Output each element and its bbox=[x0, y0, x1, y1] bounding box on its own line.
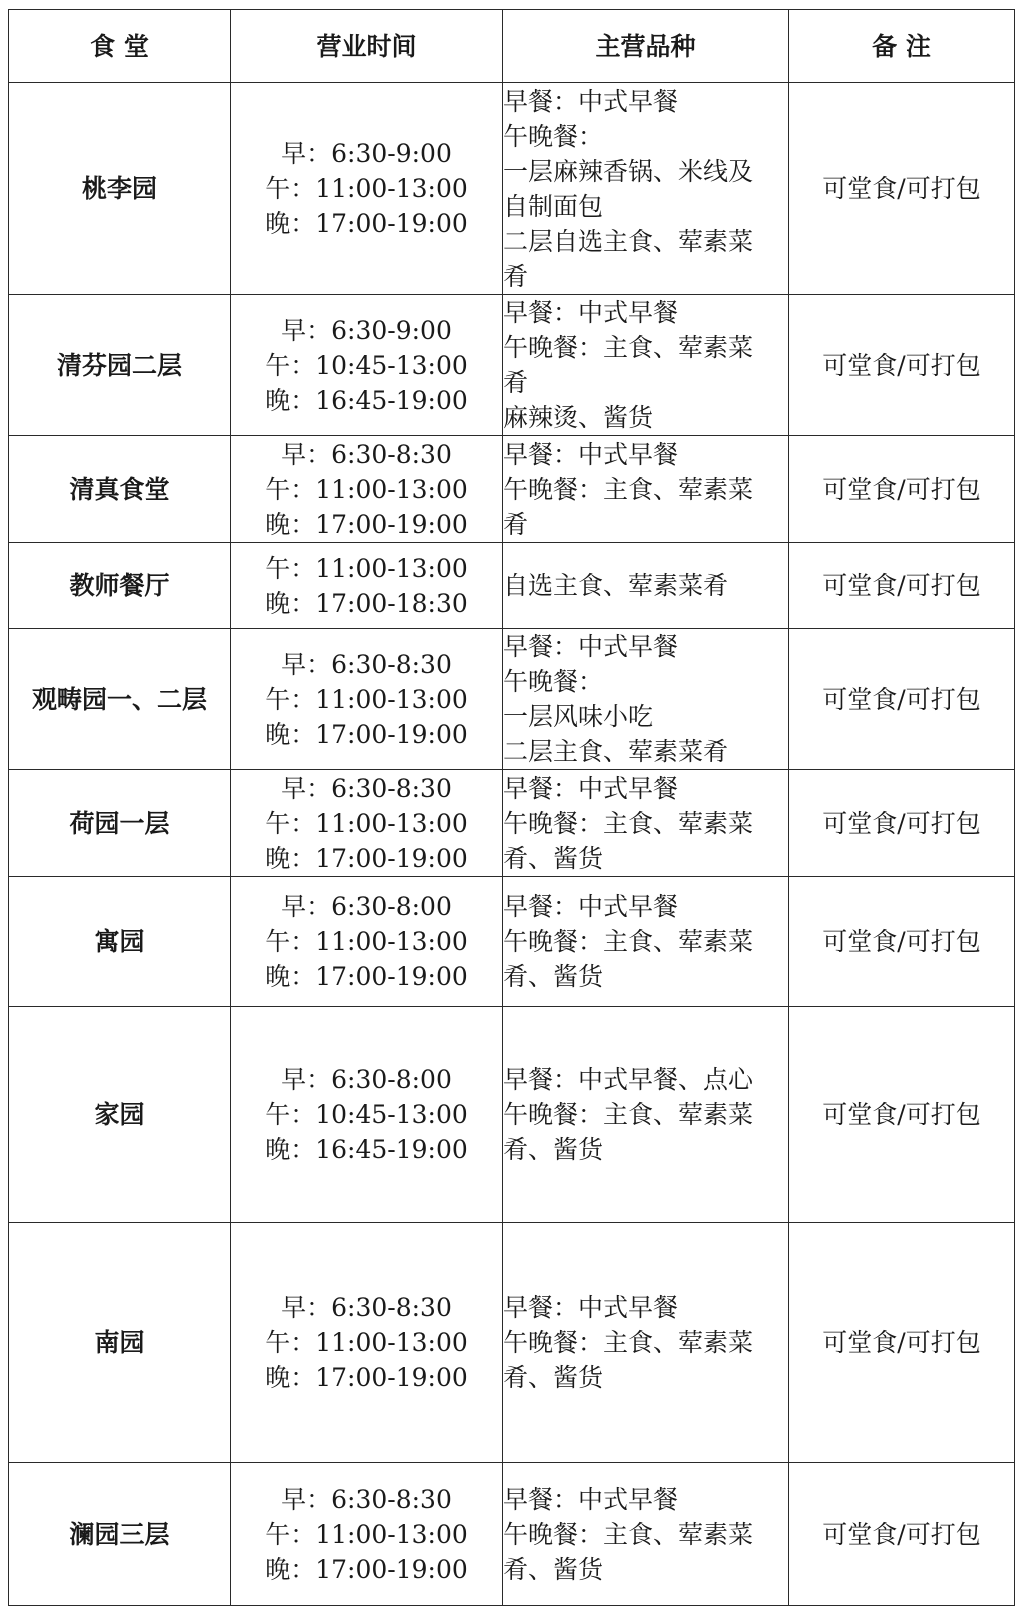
table-row bbox=[9, 877, 1015, 1007]
canteen-name: 南园 bbox=[9, 1223, 231, 1463]
items-line: 早餐：中式早餐 bbox=[503, 1293, 679, 1322]
main-items bbox=[503, 1007, 789, 1223]
items-line: 二层自选主食、荤素菜 bbox=[503, 226, 754, 256]
items-line: 午晚餐：主食、荤素菜 bbox=[503, 1100, 754, 1129]
items-line: 一层麻辣香锅、米线及 bbox=[503, 156, 754, 186]
header-canteen: 食 堂 bbox=[9, 10, 231, 83]
main-items bbox=[503, 295, 789, 436]
hours-line: 午：11:00-13:00 bbox=[265, 1519, 468, 1549]
hours-line: 早：6:30-9:00 bbox=[281, 139, 452, 168]
canteen-name: 家园 bbox=[9, 1007, 231, 1223]
items-line: 一层风味小吃 bbox=[503, 702, 654, 731]
hours-line: 午：10:45-13:00 bbox=[265, 350, 468, 380]
service-note: 可堂食/可打包 bbox=[789, 295, 1015, 436]
header-note: 备 注 bbox=[789, 10, 1015, 83]
hours-line: 早：6:30-8:00 bbox=[281, 1065, 452, 1094]
items-line: 肴、酱货 bbox=[503, 1135, 604, 1164]
main-items bbox=[503, 543, 789, 629]
hours-line: 早：6:30-8:30 bbox=[281, 439, 452, 469]
hours-line: 午：10:45-13:00 bbox=[265, 1100, 468, 1129]
canteen-name: 清真食堂 bbox=[9, 436, 231, 543]
items-line: 肴 bbox=[503, 261, 529, 291]
canteen-name: 澜园三层 bbox=[9, 1463, 231, 1606]
opening-hours bbox=[231, 295, 503, 436]
service-note: 可堂食/可打包 bbox=[789, 543, 1015, 629]
hours-line: 晚：17:00-19:00 bbox=[265, 509, 468, 539]
hours-line: 晚：17:00-19:00 bbox=[265, 962, 468, 991]
opening-hours bbox=[231, 770, 503, 877]
service-note: 可堂食/可打包 bbox=[789, 1007, 1015, 1223]
main-items bbox=[503, 770, 789, 877]
hours-line: 早：6:30-9:00 bbox=[281, 315, 452, 345]
hours-line: 午：11:00-13:00 bbox=[265, 684, 468, 714]
hours-line: 早：6:30-8:30 bbox=[281, 1484, 452, 1514]
opening-hours bbox=[231, 1463, 503, 1606]
opening-hours bbox=[231, 1223, 503, 1463]
table-row bbox=[9, 83, 1015, 295]
hours-line: 晚：16:45-19:00 bbox=[265, 1135, 468, 1164]
items-line: 午晚餐：主食、荤素菜 bbox=[503, 927, 754, 956]
canteen-name: 教师餐厅 bbox=[9, 543, 231, 629]
table-row bbox=[9, 770, 1015, 877]
items-line: 早餐：中式早餐 bbox=[503, 1484, 679, 1514]
items-line: 肴 bbox=[503, 509, 529, 539]
hours-line: 早：6:30-8:00 bbox=[281, 892, 452, 921]
items-line: 早餐：中式早餐 bbox=[503, 86, 679, 116]
hours-line: 晚：17:00-18:30 bbox=[265, 588, 468, 618]
canteen-name: 桃李园 bbox=[9, 83, 231, 295]
header-hours: 营业时间 bbox=[231, 10, 503, 83]
items-line: 早餐：中式早餐 bbox=[503, 632, 679, 661]
items-line: 二层主食、荤素菜肴 bbox=[503, 737, 729, 766]
hours-line: 晚：17:00-19:00 bbox=[265, 843, 468, 873]
items-line: 肴、酱货 bbox=[503, 962, 604, 991]
opening-hours bbox=[231, 543, 503, 629]
table-row bbox=[9, 1223, 1015, 1463]
service-note: 可堂食/可打包 bbox=[789, 1463, 1015, 1606]
main-items bbox=[503, 83, 789, 295]
table-row bbox=[9, 543, 1015, 629]
items-line: 午晚餐： bbox=[503, 667, 604, 696]
items-line: 午晚餐：主食、荤素菜 bbox=[503, 333, 754, 362]
items-line: 肴、酱货 bbox=[503, 843, 604, 873]
main-items bbox=[503, 629, 789, 770]
items-line: 自选主食、荤素菜肴 bbox=[503, 571, 729, 600]
hours-line: 午：11:00-13:00 bbox=[265, 174, 468, 203]
opening-hours bbox=[231, 1007, 503, 1223]
items-line: 早餐：中式早餐、点心 bbox=[503, 1065, 754, 1094]
items-line: 肴、酱货 bbox=[503, 1554, 604, 1584]
items-line: 自制面包 bbox=[503, 191, 604, 221]
table-row bbox=[9, 436, 1015, 543]
hours-line: 午：11:00-13:00 bbox=[265, 808, 468, 838]
opening-hours bbox=[231, 629, 503, 770]
hours-line: 午：11:00-13:00 bbox=[265, 1328, 468, 1357]
header-items: 主营品种 bbox=[503, 10, 789, 83]
items-line: 早餐：中式早餐 bbox=[503, 439, 679, 469]
items-line: 肴 bbox=[503, 368, 529, 397]
hours-line: 早：6:30-8:30 bbox=[281, 773, 452, 803]
items-line: 午晚餐：主食、荤素菜 bbox=[503, 808, 754, 838]
table-header-row bbox=[9, 10, 1015, 83]
canteen-name: 清芬园二层 bbox=[9, 295, 231, 436]
service-note: 可堂食/可打包 bbox=[789, 770, 1015, 877]
items-line: 午晚餐：主食、荤素菜 bbox=[503, 1328, 754, 1357]
items-line: 早餐：中式早餐 bbox=[503, 892, 679, 921]
table-row bbox=[9, 1463, 1015, 1606]
items-line: 午晚餐：主食、荤素菜 bbox=[503, 474, 754, 504]
items-line: 午晚餐： bbox=[503, 121, 604, 151]
items-line: 麻辣烫、酱货 bbox=[503, 403, 654, 432]
opening-hours bbox=[231, 83, 503, 295]
hours-line: 晚：17:00-19:00 bbox=[265, 1363, 468, 1392]
hours-line: 晚：17:00-19:00 bbox=[265, 719, 468, 749]
opening-hours bbox=[231, 877, 503, 1007]
items-line: 肴、酱货 bbox=[503, 1363, 604, 1392]
hours-line: 午：11:00-13:00 bbox=[265, 927, 468, 956]
main-items bbox=[503, 1223, 789, 1463]
table-row bbox=[9, 1007, 1015, 1223]
main-items bbox=[503, 436, 789, 543]
service-note: 可堂食/可打包 bbox=[789, 629, 1015, 770]
hours-line: 晚：17:00-19:00 bbox=[265, 209, 468, 238]
hours-line: 早：6:30-8:30 bbox=[281, 1293, 452, 1322]
canteen-name: 荷园一层 bbox=[9, 770, 231, 877]
items-line: 早餐：中式早餐 bbox=[503, 773, 679, 803]
opening-hours bbox=[231, 436, 503, 543]
hours-line: 午：11:00-13:00 bbox=[265, 474, 468, 504]
table-row bbox=[9, 629, 1015, 770]
hours-line: 晚：16:45-19:00 bbox=[265, 385, 468, 415]
canteen-name: 观畴园一、二层 bbox=[9, 629, 231, 770]
service-note: 可堂食/可打包 bbox=[789, 436, 1015, 543]
main-items bbox=[503, 1463, 789, 1606]
service-note: 可堂食/可打包 bbox=[789, 877, 1015, 1007]
main-items bbox=[503, 877, 789, 1007]
items-line: 早餐：中式早餐 bbox=[503, 298, 679, 327]
table-row bbox=[9, 295, 1015, 436]
hours-line: 早：6:30-8:30 bbox=[281, 649, 452, 679]
service-note: 可堂食/可打包 bbox=[789, 1223, 1015, 1463]
service-note: 可堂食/可打包 bbox=[789, 83, 1015, 295]
hours-line: 午：11:00-13:00 bbox=[265, 553, 468, 583]
hours-line: 晚：17:00-19:00 bbox=[265, 1554, 468, 1584]
canteen-name: 寓园 bbox=[9, 877, 231, 1007]
canteen-hours-table bbox=[8, 9, 1015, 1606]
items-line: 午晚餐：主食、荤素菜 bbox=[503, 1519, 754, 1549]
